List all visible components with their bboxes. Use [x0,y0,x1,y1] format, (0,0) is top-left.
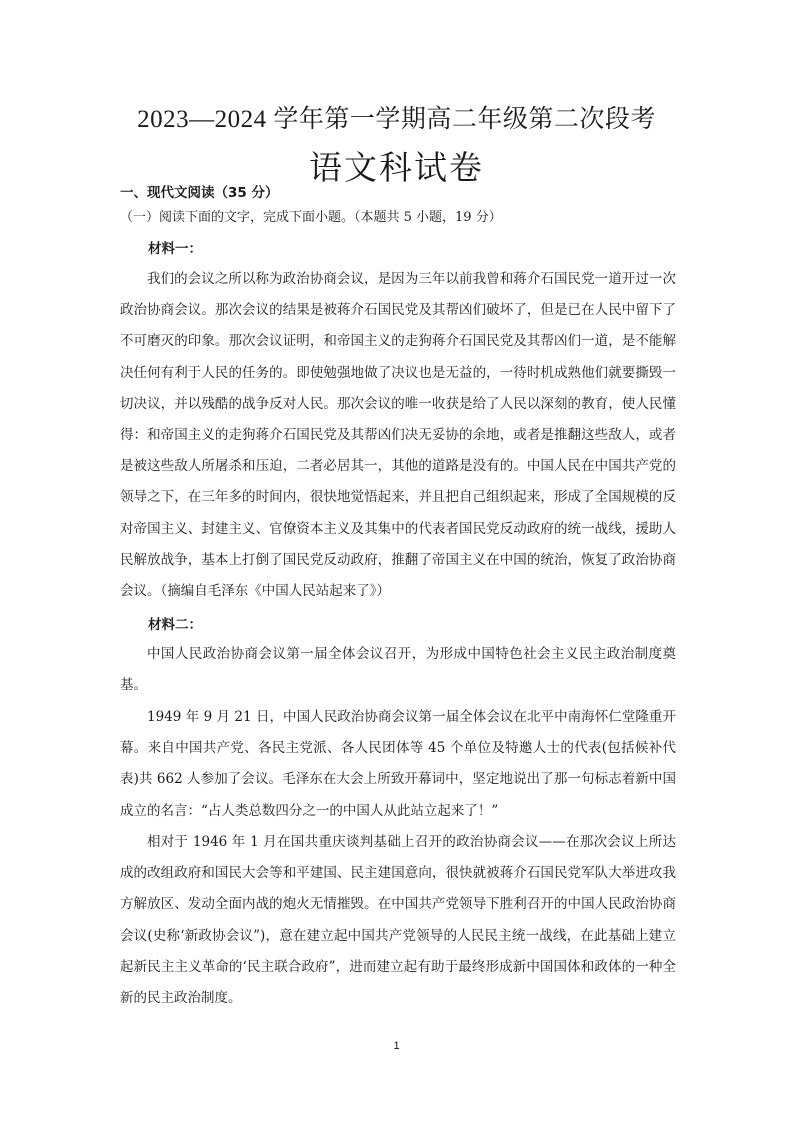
subject-title: 语文科试卷 [309,151,484,187]
material-2-paragraph-1: 中国人民政治协商会议第一届全体会议召开，为形成中国特色社会主义民主政治制度奠基。 [120,646,676,694]
section-instruction: （一）阅读下面的文字，完成下面小题。（本题共 5 小题，19 分） [120,210,502,225]
material-2-paragraph-2: 1949 年 9 月 21 日，中国人民政治协商会议第一届全体会议在北平中南海怀仁堂隆重开幕。来自中国共产党、各民主党派、各人民团体等 45 个单位及特邀人士的代表(包括候补代表)共 662 人参加了会议。毛泽东在大会上所致开幕词中，坚定地说出了那一句标志着新中国成立的名言：“占人类总数四分之一的中国人从此站立起来了！” [120,709,676,819]
material-1-paragraph-1: 我们的会议之所以称为政治协商会议，是因为三年以前我曾和蒋介石国民党一道开过一次政治协商会议。那次会议的结果是被蒋介石国民党及其帮凶们破坏了，但是已在人民中留下了不可磨灭的印象。那次会议证明，和帝国主义的走狗蒋介石国民党及其帮凶们一道，是不能解决任何有利于人民的任务的。即使勉强地做了决议也是无益的，一待时机成熟他们就要撕毁一切决议，并以残酷的战争反对人民。那次会议的唯一收获是给了人民以深刻的教育，使人民懂得：和帝国主义的走狗蒋介石国民党及其帮凶们决无妥协的余地，或者是推翻这些敌人，或者是被这些敌人所屠杀和压迫，二者必居其一，其他的道路是没有的。中国人民在中国共产党的领导之下，在三年多的时间内，很快地觉悟起来，并且把自己组织起来，形成了全国规模的反对帝国主义、封建主义、官僚资本主义及其集中的代表者国民党反动政府的统一战线，援助人民解放战争，基本上打倒了国民党反动政府，推翻了帝国主义在中国的统治，恢复了政治协商会议。（摘编自毛泽东《中国人民站起来了》） [120,271,676,600]
exam-title: 2023—2024 学年第一学期高二年级第二次段考 [137,106,656,133]
material-2-heading: 材料二： [148,617,202,633]
material-1-heading: 材料一： [148,241,202,257]
page-number: 1 [393,1040,400,1052]
material-2-paragraph-3: 相对于 1946 年 1 月在国共重庆谈判基础上召开的政治协商会议——在那次会议上所达成的改组政府和国民大会等和平建国、民主建国意向，很快就被蒋介石国民党军队大举进攻我方解放区、发动全面内战的炮火无情摧毁。在中国共产党领导下胜利召开的中国人民政治协商会议(史称‘新政协会议”)，意在建立起中国共产党领导的人民民主统一战线，在此基础上建立起新民主主义革命的‘民主联合政府”，进而建立起有助于最终形成新中国国体和政体的一种全新的民主政治制度。 [120,834,676,1007]
section-heading: 一、现代文阅读（35 分） [120,185,279,201]
